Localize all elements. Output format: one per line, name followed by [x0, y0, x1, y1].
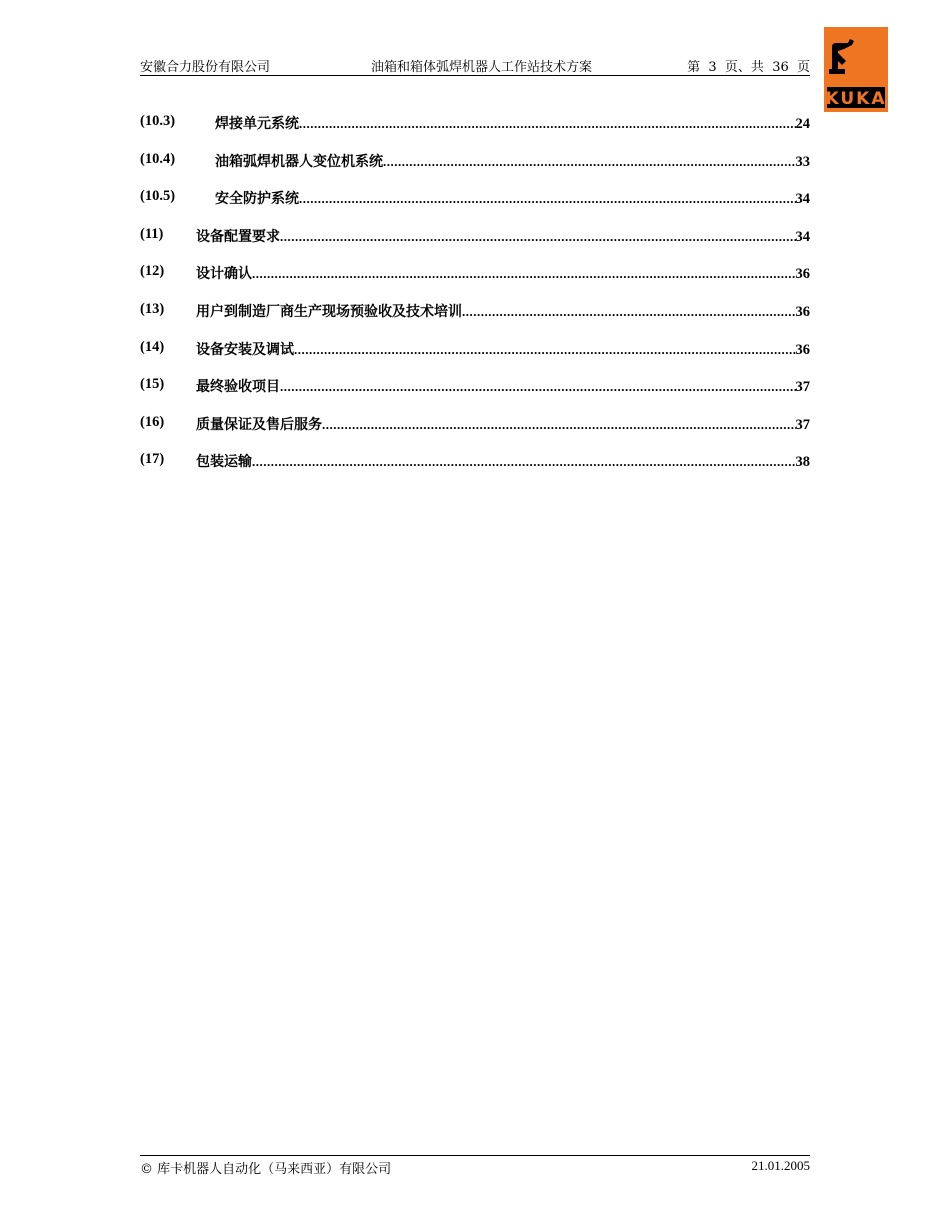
toc-entry-line: [196, 376, 810, 396]
toc-entry-title: 包装运输: [196, 454, 252, 471]
footer-date: 21.01.2005: [751, 1158, 810, 1173]
toc-entry-number: (15): [140, 376, 165, 393]
toc-entry-line: [215, 188, 810, 208]
toc-entry[interactable]: [140, 223, 810, 261]
page-header: [140, 56, 810, 76]
toc-leader-dots: [252, 454, 796, 470]
toc-entry-number: (10.4): [140, 150, 176, 167]
toc-entry[interactable]: [140, 148, 810, 186]
table-of-contents: [140, 110, 810, 486]
toc-entry-page: 36: [795, 303, 810, 320]
toc-entry-number: (11): [140, 225, 164, 242]
toc-entry[interactable]: [140, 411, 810, 449]
toc-entry-number: (17): [140, 451, 165, 468]
toc-leader-dots: [299, 191, 796, 207]
toc-leader-dots: [322, 417, 796, 433]
kuka-logo: [824, 27, 888, 112]
header-company: 安徽合力股份有限公司: [140, 60, 271, 75]
header-document-title: 油箱和箱体弧焊机器人工作站技术方案: [371, 60, 593, 75]
toc-entry-title: 最终验收项目: [196, 379, 280, 396]
toc-entry[interactable]: [140, 260, 810, 298]
kuka-logo-icon: [824, 27, 888, 112]
toc-entry-line: [215, 151, 810, 171]
footer-copyright: © 库卡机器人自动化（马来西亚）有限公司: [140, 1162, 392, 1177]
toc-entry-title: 设备配置要求: [196, 228, 280, 245]
toc-entry-title: 焊接单元系统: [215, 116, 299, 132]
toc-entry-page: 38: [795, 454, 810, 471]
toc-entry-page: 36: [795, 266, 810, 283]
toc-entry-line: [196, 451, 810, 471]
toc-leader-dots: [280, 229, 796, 245]
toc-entry-page: 34: [795, 228, 810, 245]
toc-leader-dots: [280, 379, 796, 395]
toc-entry-number: (12): [140, 263, 165, 280]
toc-entry-number: (10.5): [140, 188, 176, 205]
toc-entry-page: 37: [795, 416, 810, 433]
toc-leader-dots: [252, 266, 796, 282]
toc-entry-page: 34: [795, 191, 810, 208]
toc-entry-title: 质量保证及售后服务: [196, 416, 322, 433]
toc-entry-line: [196, 414, 810, 434]
toc-entry[interactable]: [140, 336, 810, 374]
toc-entry-page: 37: [795, 379, 810, 396]
toc-entry-line: [196, 226, 810, 246]
toc-entry[interactable]: [140, 373, 810, 411]
toc-entry-number: (16): [140, 413, 165, 430]
toc-entry[interactable]: [140, 110, 810, 148]
toc-leader-dots: [299, 116, 796, 132]
toc-entry-line: [215, 113, 810, 133]
toc-entry-page: 33: [795, 153, 810, 170]
toc-entry-title: 用户到制造厂商生产现场预验收及技术培训: [196, 303, 462, 320]
kuka-logo-text: KUKA: [825, 89, 887, 109]
toc-entry-page: 36: [795, 341, 810, 358]
toc-entry-number: (14): [140, 338, 165, 355]
toc-entry[interactable]: [140, 448, 810, 486]
toc-entry-page: 24: [795, 116, 810, 132]
toc-leader-dots: [462, 304, 796, 320]
toc-entry-number: (13): [140, 300, 165, 317]
header-page-info: 第 3 页、共 36 页: [687, 60, 810, 75]
toc-entry-line: [196, 339, 810, 359]
toc-entry-title: 安全防护系统: [215, 191, 299, 208]
toc-entry-number: (10.3): [140, 113, 176, 129]
toc-entry-title: 设备安装及调试: [196, 341, 294, 358]
toc-entry-title: 油箱弧焊机器人变位机系统: [215, 153, 383, 170]
toc-entry[interactable]: [140, 185, 810, 223]
toc-entry-line: [196, 263, 810, 283]
page-footer: [140, 1155, 810, 1178]
toc-entry-title: 设计确认: [196, 266, 252, 283]
toc-entry[interactable]: [140, 298, 810, 336]
toc-leader-dots: [383, 154, 796, 170]
toc-entry-line: [196, 301, 810, 321]
toc-leader-dots: [294, 342, 796, 358]
